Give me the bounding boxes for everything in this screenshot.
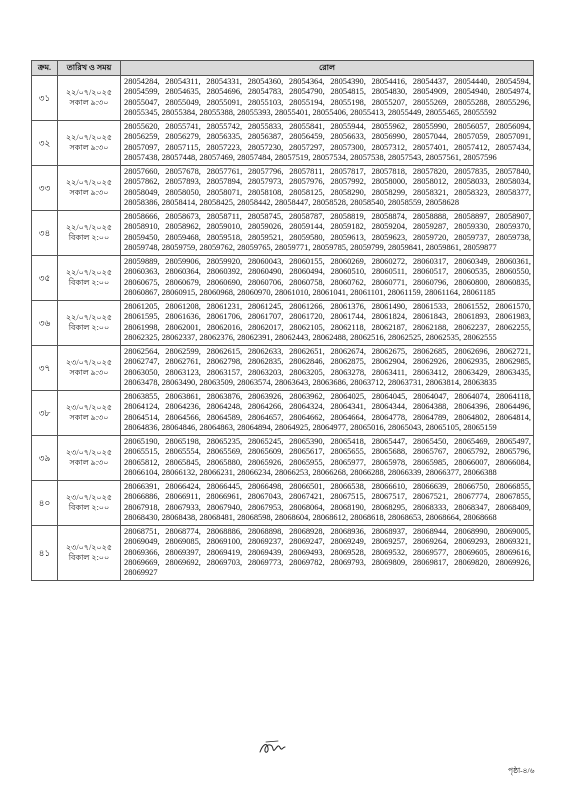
table-row	[32, 391, 534, 436]
table-row	[32, 76, 534, 121]
date-time-cell	[58, 301, 121, 346]
roll-numbers-cell: 28061205, 28061208, 28061231, 28061245, 28061266, 28061376, 28061490, 28061533, 28061552, 28061570, 28061595, 28061636, 28061706, 28061707, 28061720, 28061744, 28061824, 28061843, 28061893, 28061983, 28061998, 28062001, 28062016, 28062017, 28062105, 28062118, 28062187, 28062188, 28062237, 28062255, 28062325, 28062337, 28062376, 28062391, 28062443, 28062488, 28062516, 28062525, 28062535, 28062555	[121, 301, 534, 346]
table-row	[32, 346, 534, 391]
serial-cell: ৩৪	[32, 211, 58, 256]
roll-numbers-cell: 28054284, 28054311, 28054331, 28054360, 28054364, 28054390, 28054416, 28054437, 28054440, 28054594, 28054599, 28054635, 28054696, 28054783, 28054790, 28054815, 28054830, 28054909, 28054940, 28054974, 28055047, 28055049, 28055091, 28055103, 28055194, 28055198, 28055207, 28055269, 28055288, 28055296, 28055345, 28055384, 28055388, 28055393, 28055401, 28055406, 28055413, 28055449, 28055465, 28055592	[121, 76, 534, 121]
table-row	[32, 436, 534, 481]
table-row	[32, 301, 534, 346]
table-row	[32, 481, 534, 526]
table-row	[32, 526, 534, 581]
table-row	[32, 211, 534, 256]
date-time-cell	[58, 346, 121, 391]
exam-date: ২২/০৭/২০২৫	[65, 178, 113, 187]
date-time-cell	[58, 166, 121, 211]
roll-numbers-cell: 28063855, 28063861, 28063876, 28063926, 28063962, 28064025, 28064045, 28064047, 28064074, 28064118, 28064124, 28064236, 28064248, 28064266, 28064324, 28064341, 28064344, 28064388, 28064396, 28064496, 28064514, 28064566, 28064589, 28064657, 28064662, 28064664, 28064778, 28064789, 28064802, 28064814, 28064836, 28064846, 28064863, 28064894, 28064925, 28064977, 28065016, 28065043, 28065105, 28065159	[121, 391, 534, 436]
exam-session: বিকাল ২:০০	[68, 278, 110, 287]
serial-cell: ৩৮	[32, 391, 58, 436]
serial-cell: ৩২	[32, 121, 58, 166]
roll-numbers-cell: 28062564, 28062599, 28062615, 28062633, 28062651, 28062674, 28062675, 28062685, 28062696, 28062721, 28062747, 28062761, 28062798, 28062835, 28062846, 28062875, 28062904, 28062926, 28062935, 28062985, 28063050, 28063123, 28063157, 28063203, 28063205, 28063278, 28063411, 28063412, 28063429, 28063435, 28063478, 28063490, 28063509, 28063574, 28063643, 28063686, 28063712, 28063731, 28063814, 28063835	[121, 346, 534, 391]
exam-date: ২২/০৭/২০২৫	[65, 223, 113, 232]
roll-numbers-cell: 28066391, 28066424, 28066445, 28066498, 28066501, 28066538, 28066610, 28066639, 28066750, 28066855, 28066886, 28066911, 28066961, 28067043, 28067421, 28067515, 28067517, 28067521, 28067774, 28067855, 28067918, 28067933, 28067940, 28067953, 28068064, 28068190, 28068295, 28068333, 28068347, 28068409, 28068430, 28068438, 28068481, 28068598, 28068604, 28068612, 28068618, 28068653, 28068664, 28068668	[121, 481, 534, 526]
serial-cell: ৩৭	[32, 346, 58, 391]
serial-cell: ৩১	[32, 76, 58, 121]
exam-session: সকাল ৯:৩০	[69, 368, 109, 377]
roll-numbers-cell: 28068751, 28068774, 28068886, 28068898, 28068928, 28068936, 28068937, 28068944, 28068990, 28069005, 28069049, 28069085, 28069100, 28069237, 28069247, 28069249, 28069257, 28069264, 28069293, 28069321, 28069366, 28069397, 28069419, 28069439, 28069493, 28069528, 28069532, 28069577, 28069605, 28069616, 28069669, 28069692, 28069703, 28069773, 28069782, 28069793, 28069809, 28069817, 28069820, 28069926, 28069927	[121, 526, 534, 581]
date-time-cell	[58, 481, 121, 526]
exam-session: বিকাল ২:০০	[68, 553, 110, 563]
roll-numbers-cell: 28057660, 28057678, 28057761, 28057796, 28057811, 28057817, 28057818, 28057820, 28057835, 28057840, 28057862, 28057893, 28057894, 28057973, 28057976, 28057992, 28058000, 28058012, 28058033, 28058034, 28058049, 28058050, 28058071, 28058108, 28058125, 28058290, 28058299, 28058321, 28058323, 28058377, 28058386, 28058414, 28058425, 28058442, 28058447, 28058528, 28058540, 28058559, 28058628	[121, 166, 534, 211]
date-time-cell	[58, 211, 121, 256]
date-time-cell	[58, 256, 121, 301]
header-roll: রোল	[121, 61, 534, 76]
serial-cell: ৩৯	[32, 436, 58, 481]
exam-session: সকাল ৯:৩০	[69, 143, 109, 152]
exam-date: ২৩/০৭/২০২৫	[65, 543, 113, 553]
exam-session: বিকাল ২:০০	[68, 233, 110, 242]
exam-session: সকাল ৯:৩০	[69, 458, 109, 467]
exam-session: বিকাল ২:০০	[68, 503, 110, 512]
exam-date: ২২/০৭/২০২৫	[65, 313, 113, 322]
exam-date: ২২/০৭/২০২৫	[65, 88, 113, 97]
serial-cell: ৩৫	[32, 256, 58, 301]
roll-numbers-cell: 28059889, 28059906, 28059920, 28060043, 28060155, 28060269, 28060272, 28060317, 28060349, 28060361, 28060363, 28060364, 28060392, 28060490, 28060494, 28060510, 28060511, 28060517, 28060535, 28060550, 28060675, 28060679, 28060690, 28060706, 28060758, 28060762, 28060771, 28060796, 28060800, 28060835, 28060867, 28060915, 28060968, 28060970, 28061010, 28061041, 28061101, 28061159, 28061164, 28061185	[121, 256, 534, 301]
date-time-cell	[58, 76, 121, 121]
exam-session: সকাল ৯:৩০	[69, 98, 109, 107]
serial-cell: ৩৬	[32, 301, 58, 346]
exam-date: ২২/০৭/২০২৫	[65, 133, 113, 142]
date-time-cell	[58, 526, 121, 581]
header-serial: ক্রম.	[32, 61, 58, 76]
exam-date: ২৩/০৭/২০২৫	[65, 358, 113, 367]
roll-numbers-cell: 28058666, 28058673, 28058711, 28058745, 28058787, 28058819, 28058874, 28058888, 28058897, 28058907, 28058910, 28058962, 28059010, 28059026, 28059144, 28059182, 28059204, 28059287, 28059330, 28059370, 28059450, 28059468, 28059518, 28059521, 28059580, 28059613, 28059623, 28059720, 28059737, 28059738, 28059748, 28059759, 28059762, 28059765, 28059771, 28059785, 28059799, 28059841, 28059861, 28059877	[121, 211, 534, 256]
serial-cell: ৪০	[32, 481, 58, 526]
roll-numbers-cell: 28065190, 28065198, 28065235, 28065245, 28065390, 28065418, 28065447, 28065450, 28065469, 28065497, 28065515, 28065554, 28065569, 28065609, 28065617, 28065655, 28065688, 28065767, 28065792, 28065796, 28065812, 28065845, 28065880, 28065926, 28065955, 28065977, 28065978, 28065985, 28066007, 28066084, 28066104, 28066132, 28066231, 28066234, 28066253, 28066268, 28066288, 28066339, 28066377, 28066388	[121, 436, 534, 481]
exam-date: ২৩/০৭/২০২৫	[65, 403, 113, 412]
date-time-cell	[58, 121, 121, 166]
serial-cell: ৩৩	[32, 166, 58, 211]
exam-date: ২৩/০৭/২০২৫	[65, 493, 113, 502]
roll-numbers-cell: 28055620, 28055741, 28055742, 28055833, 28055841, 28055944, 28055962, 28055990, 28056057, 28056094, 28056259, 28056279, 28056335, 28056387, 28056459, 28056633, 28056990, 28057044, 28057059, 28057091, 28057097, 28057115, 28057223, 28057230, 28057297, 28057300, 28057312, 28057401, 28057412, 28057434, 28057438, 28057448, 28057469, 28057484, 28057519, 28057534, 28057538, 28057543, 28057561, 28057596	[121, 121, 534, 166]
serial-cell: ৪১	[32, 526, 58, 581]
exam-date: ২২/০৭/২০২৫	[65, 268, 113, 277]
table-body	[32, 76, 534, 581]
exam-session: সকাল ৯:৩০	[69, 413, 109, 422]
exam-session: বিকাল ২:০০	[68, 323, 110, 332]
table-row	[32, 166, 534, 211]
exam-session: সকাল ৯:৩০	[69, 188, 109, 197]
header-date-time: তারিখ ও সময়	[58, 61, 121, 76]
page-number: পৃষ্ঠা-৪/৬	[508, 766, 535, 775]
date-time-cell	[58, 391, 121, 436]
exam-date: ২৩/০৭/২০২৫	[65, 448, 113, 457]
date-time-cell	[58, 436, 121, 481]
exam-schedule-table	[31, 60, 534, 581]
table-header-row	[32, 61, 534, 76]
table-row	[32, 256, 534, 301]
table-row	[32, 121, 534, 166]
signature-mark	[258, 738, 286, 758]
